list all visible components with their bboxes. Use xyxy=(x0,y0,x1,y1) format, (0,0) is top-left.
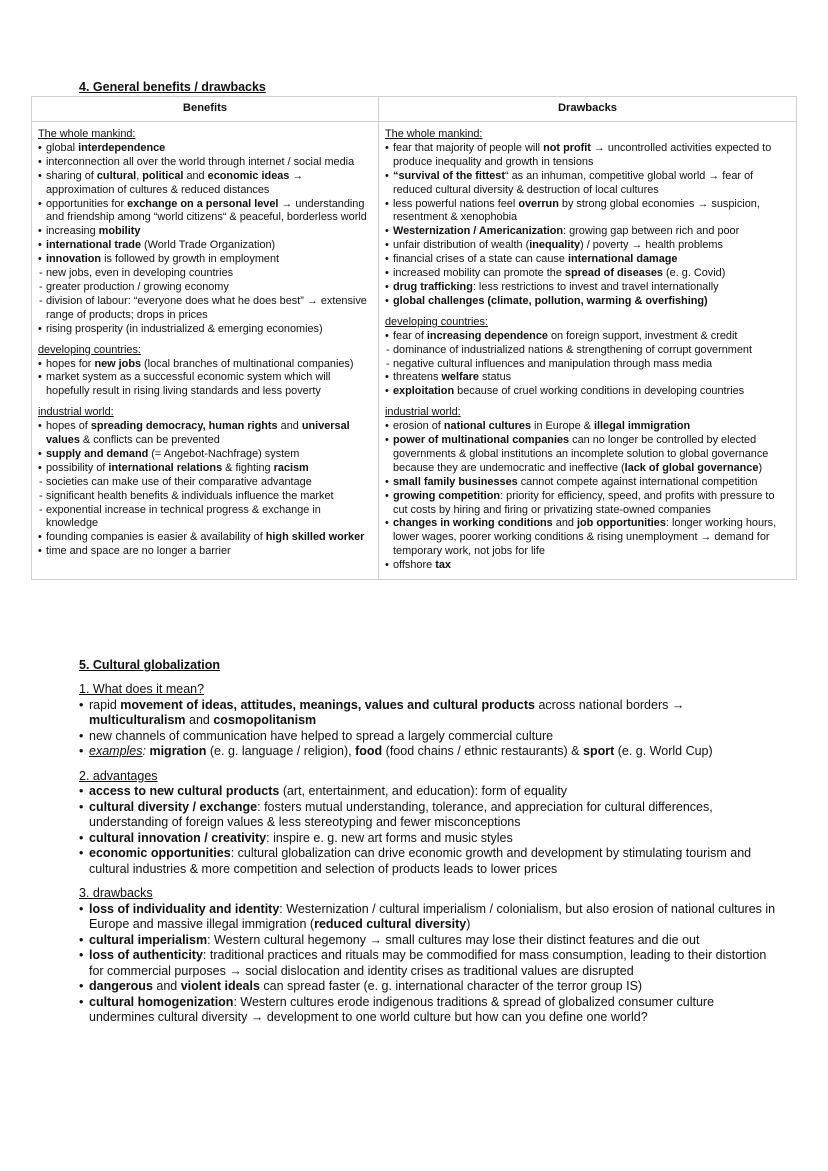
bullet-list xyxy=(38,420,372,559)
section-heading: The whole mankind: xyxy=(385,128,483,140)
list-item: • threatens welfare status xyxy=(385,371,790,385)
list-item: - exponential increase in technical progress & exchange in knowledge xyxy=(38,504,372,532)
section-heading: 3. drawbacks xyxy=(79,886,153,900)
drawbacks-cell xyxy=(379,122,797,580)
list-item: • access to new cultural products (art, entertainment, and education): form of equality xyxy=(79,784,779,800)
bullet-list xyxy=(38,142,372,337)
list-item: - significant health benefits & individuals influence the market xyxy=(38,490,372,504)
list-item: • fear of increasing dependence on foreign support, investment & credit xyxy=(385,330,790,344)
bullet-list xyxy=(38,358,372,400)
list-item: • cultural imperialism: Western cultural hegemony → small cultures may lose their distinct features and die out xyxy=(79,933,779,949)
bullet-list xyxy=(385,142,790,309)
list-item: - greater production / growing economy xyxy=(38,281,372,295)
bullet-list xyxy=(79,784,779,877)
list-item: • loss of individuality and identity: Westernization / cultural imperialism / colonialism, but also erosion of national cultures in Europe and massive illegal immigration (reduced cultural diversity) xyxy=(79,902,779,933)
list-item: • sharing of cultural, political and economic ideas → approximation of cultures & reduced distances xyxy=(38,170,372,198)
list-item: • global interdependence xyxy=(38,142,372,156)
list-item: • less powerful nations feel overrun by strong global economies → suspicion, resentment & xenophobia xyxy=(385,198,790,226)
list-item: • cultural homogenization: Western cultures erode indigenous traditions & spread of globalized consumer culture undermines cultural diversity → development to one world culture but how can you define one world? xyxy=(79,995,779,1026)
list-item: • changes in working conditions and job opportunities: longer working hours, lower wages, poorer working conditions & rising unemployment → demand for temporary work, not jobs for life xyxy=(385,517,790,559)
list-item: • increased mobility can promote the spread of diseases (e. g. Covid) xyxy=(385,267,790,281)
section5-title: 5. Cultural globalization xyxy=(79,658,220,672)
list-item: - negative cultural influences and manipulation through mass media xyxy=(385,358,790,372)
benefits-drawbacks-table xyxy=(31,96,797,580)
list-item: - division of labour: “everyone does what he does best” → extensive range of products; drops in prices xyxy=(38,295,372,323)
list-item: • cultural innovation / creativity: inspire e. g. new art forms and music styles xyxy=(79,831,779,847)
list-item: • increasing mobility xyxy=(38,225,372,239)
list-item: • global challenges (climate, pollution, warming & overfishing) xyxy=(385,295,790,309)
list-item: • loss of authenticity: traditional practices and rituals may be commodified for mass consumption, leading to their distortion for commercial purposes → social dislocation and identity crises as traditional values are disrupted xyxy=(79,948,779,979)
section-heading: developing countries: xyxy=(38,343,141,356)
list-item: • Westernization / Americanization: growing gap between rich and poor xyxy=(385,225,790,239)
list-item: - societies can make use of their comparative advantage xyxy=(38,476,372,490)
section-heading: 1. What does it mean? xyxy=(79,682,205,696)
section-heading: 2. advantages xyxy=(79,768,158,783)
list-item: • financial crises of a state can cause international damage xyxy=(385,253,790,267)
list-item: • rapid movement of ideas, attitudes, meanings, values and cultural products across national borders → multiculturalism and cosmopolitanism xyxy=(79,698,779,729)
bullet-list xyxy=(79,902,779,1026)
benefits-header: Benefits xyxy=(32,97,379,122)
section5-body xyxy=(79,682,779,1026)
list-item: • opportunities for exchange on a personal level → understanding and friendship among “world citizens“ & peaceful, borderless world xyxy=(38,198,372,226)
list-item: • examples: migration (e. g. language / religion), food (food chains / ethnic restaurants) & sport (e. g. World Cup) xyxy=(79,744,779,760)
list-item: • hopes for new jobs (local branches of multinational companies) xyxy=(38,358,372,372)
section-heading: developing countries: xyxy=(385,315,488,328)
list-item: - new jobs, even in developing countries xyxy=(38,267,372,281)
list-item: • hopes of spreading democracy, human rights and universal values & conflicts can be prevented xyxy=(38,420,372,448)
list-item: • supply and demand (= Angebot-Nachfrage) system xyxy=(38,448,372,462)
list-item: • dangerous and violent ideals can spread faster (e. g. international character of the terror group IS) xyxy=(79,979,779,995)
list-item: • interconnection all over the world through internet / social media xyxy=(38,156,372,170)
bullet-list xyxy=(385,420,790,573)
list-item: • market system as a successful economic system which will hopefully result in rising living standards and less poverty xyxy=(38,371,372,399)
list-item: • power of multinational companies can no longer be controlled by elected governments & global institutions an incomplete solution to global governance because they are undemocratic and ineffective (lack of global governance) xyxy=(385,434,790,476)
benefits-cell xyxy=(32,122,379,580)
list-item: • erosion of national cultures in Europe & illegal immigration xyxy=(385,420,790,434)
list-item: • founding companies is easier & availability of high skilled worker xyxy=(38,531,372,545)
list-item: • new channels of communication have helped to spread a largely commercial culture xyxy=(79,729,779,745)
section-heading: The whole mankind: xyxy=(38,128,136,140)
list-item: • exploitation because of cruel working conditions in developing countries xyxy=(385,385,790,399)
list-item: • cultural diversity / exchange: fosters mutual understanding, tolerance, and appreciation for cultural differences, understanding of foreign values & less stereotyping and fewer misconceptions xyxy=(79,800,779,831)
list-item: • growing competition: priority for efficiency, speed, and profits with pressure to cut costs by hiring and firing or privatizing state-owned companies xyxy=(385,490,790,518)
list-item: • possibility of international relations & fighting racism xyxy=(38,462,372,476)
list-item: • small family businesses cannot compete against international competition xyxy=(385,476,790,490)
bullet-list xyxy=(79,698,779,760)
bullet-list xyxy=(385,330,790,400)
section-heading: industrial world: xyxy=(385,406,461,419)
list-item: • economic opportunities: cultural globalization can drive economic growth and development by stimulating tourism and cultural industries & more competition and selection of products leads to lower prices xyxy=(79,846,779,877)
list-item: • innovation is followed by growth in employment xyxy=(38,253,372,267)
list-item: • drug trafficking: less restrictions to invest and travel internationally xyxy=(385,281,790,295)
list-item: • fear that majority of people will not profit → uncontrolled activities expected to produce inequality and growth in tensions xyxy=(385,142,790,170)
list-item: - dominance of industrialized nations & strengthening of corrupt government xyxy=(385,344,790,358)
list-item: • time and space are no longer a barrier xyxy=(38,545,372,559)
list-item: • unfair distribution of wealth (inequality) / poverty → health problems xyxy=(385,239,790,253)
drawbacks-header: Drawbacks xyxy=(379,97,797,122)
section-heading: industrial world: xyxy=(38,406,114,419)
list-item: • rising prosperity (in industrialized & emerging economies) xyxy=(38,323,372,337)
list-item: • international trade (World Trade Organization) xyxy=(38,239,372,253)
section4-title: 4. General benefits / drawbacks xyxy=(79,80,266,94)
list-item: • “survival of the fittest“ as an inhuman, competitive global world → fear of reduced cultural diversity & destruction of local cultures xyxy=(385,170,790,198)
list-item: • offshore tax xyxy=(385,559,790,573)
